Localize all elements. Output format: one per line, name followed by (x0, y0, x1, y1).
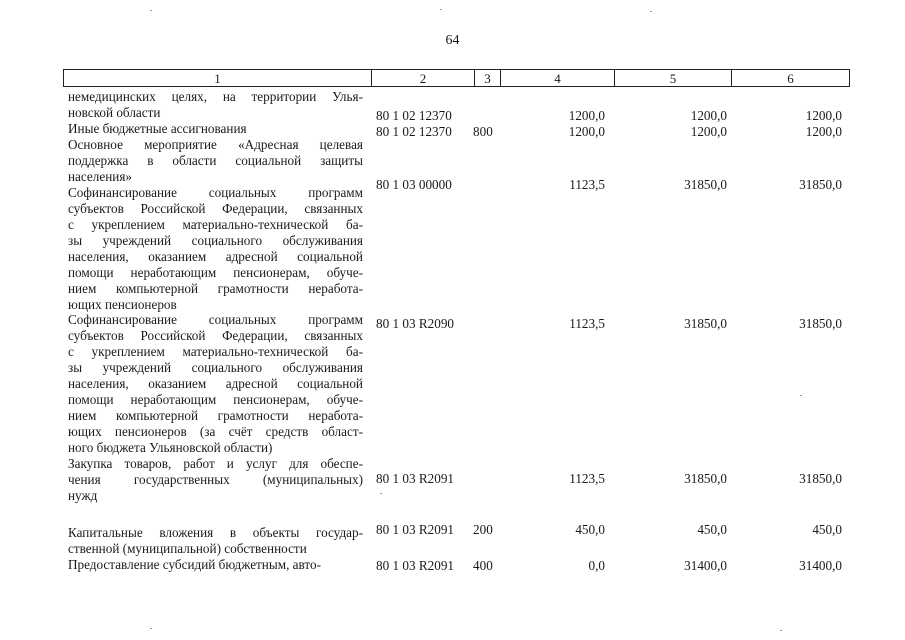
row-value-col4: 1200,0 (568, 124, 605, 139)
row-description-line: ющих пенсионеров (за счёт средств област- (68, 424, 363, 439)
row-description-line: Капитальные вложения в объекты государ- (68, 525, 363, 540)
row-description-line: чения государственных (муниципальных) (68, 472, 363, 487)
header-col-2: 2 (372, 70, 475, 86)
header-col-3: 3 (475, 70, 501, 86)
row-description-line: Софинансирование социальных программ (68, 312, 363, 327)
row-description-line: поддержка в области социальной защиты (68, 153, 363, 168)
row-description-line: Предоставление субсидий бюджетным, авто- (68, 557, 321, 572)
row-code: 80 1 02 12370 (376, 108, 452, 123)
row-code: 80 1 03 00000 (376, 177, 452, 192)
row-description-line: Иные бюджетные ассигнования (68, 121, 247, 136)
row-value-col6: 31400,0 (799, 558, 842, 573)
scan-speck (440, 9, 442, 10)
scan-speck (150, 628, 152, 629)
row-description-line: помощи неработающим пенсионерам, обуче- (68, 265, 363, 280)
row-description-line: субъектов Российской Федерации, связанных (68, 201, 363, 216)
row-value-col4: 1123,5 (569, 316, 605, 331)
row-code: 80 1 03 R2091 (376, 522, 455, 537)
row-description-line: Софинансирование социальных программ (68, 185, 363, 200)
row-description-line: ственной (муниципальной) собственности (68, 541, 307, 556)
row-description-line: нием компьютерной грамотности неработа- (68, 408, 363, 423)
row-value-col5: 1200,0 (690, 124, 727, 139)
row-value-col6: 1200,0 (805, 124, 842, 139)
row-code: 80 1 03 R2090 (376, 316, 455, 331)
row-value-col5: 31850,0 (684, 177, 727, 192)
row-value-col5: 450,0 (697, 522, 727, 537)
row-value-col5: 31850,0 (684, 471, 727, 486)
table-header (63, 69, 850, 87)
page-number: 64 (445, 33, 460, 48)
row-description-line: зы учреждений социального обслуживания (68, 233, 363, 248)
row-expense-type: 400 (473, 558, 493, 573)
row-description-line: новской области (68, 105, 161, 120)
row-description-line: зы учреждений социального обслуживания (68, 360, 363, 375)
row-value-col6: 31850,0 (799, 316, 842, 331)
row-description-line: ющих пенсионеров (68, 297, 177, 312)
row-description-line: ного бюджета Ульяновской области) (68, 440, 273, 455)
row-value-col6: 31850,0 (799, 471, 842, 486)
row-code: 80 1 03 R2091 (376, 558, 455, 573)
row-value-col6: 31850,0 (799, 177, 842, 192)
row-value-col4: 1123,5 (569, 471, 605, 486)
row-expense-type: 200 (473, 522, 493, 537)
row-description-line: населения, оказанием адресной социальной (68, 376, 363, 391)
row-description-line: нием компьютерной грамотности неработа- (68, 281, 363, 296)
row-description-line: субъектов Российской Федерации, связанных (68, 328, 363, 343)
row-description-line: с укреплением материально-технической ба- (68, 217, 363, 232)
row-code: 80 1 02 12370 (376, 124, 452, 139)
header-col-1: 1 (64, 70, 372, 86)
scan-speck (780, 630, 782, 631)
row-value-col4: 1200,0 (568, 108, 605, 123)
row-description-line: помощи неработающим пенсионерам, обуче- (68, 392, 363, 407)
row-expense-type: 800 (473, 124, 493, 139)
row-code: 80 1 03 R2091 (376, 471, 455, 486)
row-description-line: Основное мероприятие «Адресная целевая (68, 137, 363, 152)
scan-speck (650, 11, 652, 12)
header-col-4: 4 (501, 70, 615, 86)
row-value-col4: 1123,5 (569, 177, 605, 192)
row-value-col4: 450,0 (575, 522, 605, 537)
header-col-5: 5 (615, 70, 732, 86)
header-col-6: 6 (787, 71, 794, 86)
row-description-line: Закупка товаров, работ и услуг для обеспе- (68, 456, 363, 471)
row-value-col4: 0,0 (588, 558, 605, 573)
row-value-col6: 1200,0 (805, 108, 842, 123)
scan-speck (150, 10, 152, 11)
row-value-col5: 31400,0 (684, 558, 727, 573)
row-value-col5: 31850,0 (684, 316, 727, 331)
scan-speck (800, 395, 802, 396)
row-description-line: немедицинских целях, на территории Улья- (68, 89, 363, 104)
row-value-col5: 1200,0 (690, 108, 727, 123)
row-description-line: нужд (68, 488, 98, 503)
row-value-col6: 450,0 (812, 522, 842, 537)
scan-speck (380, 493, 382, 494)
row-description-line: населения, оказанием адресной социальной (68, 249, 363, 264)
row-description-line: с укреплением материально-технической ба- (68, 344, 363, 359)
row-description-line: населения» (68, 169, 132, 184)
